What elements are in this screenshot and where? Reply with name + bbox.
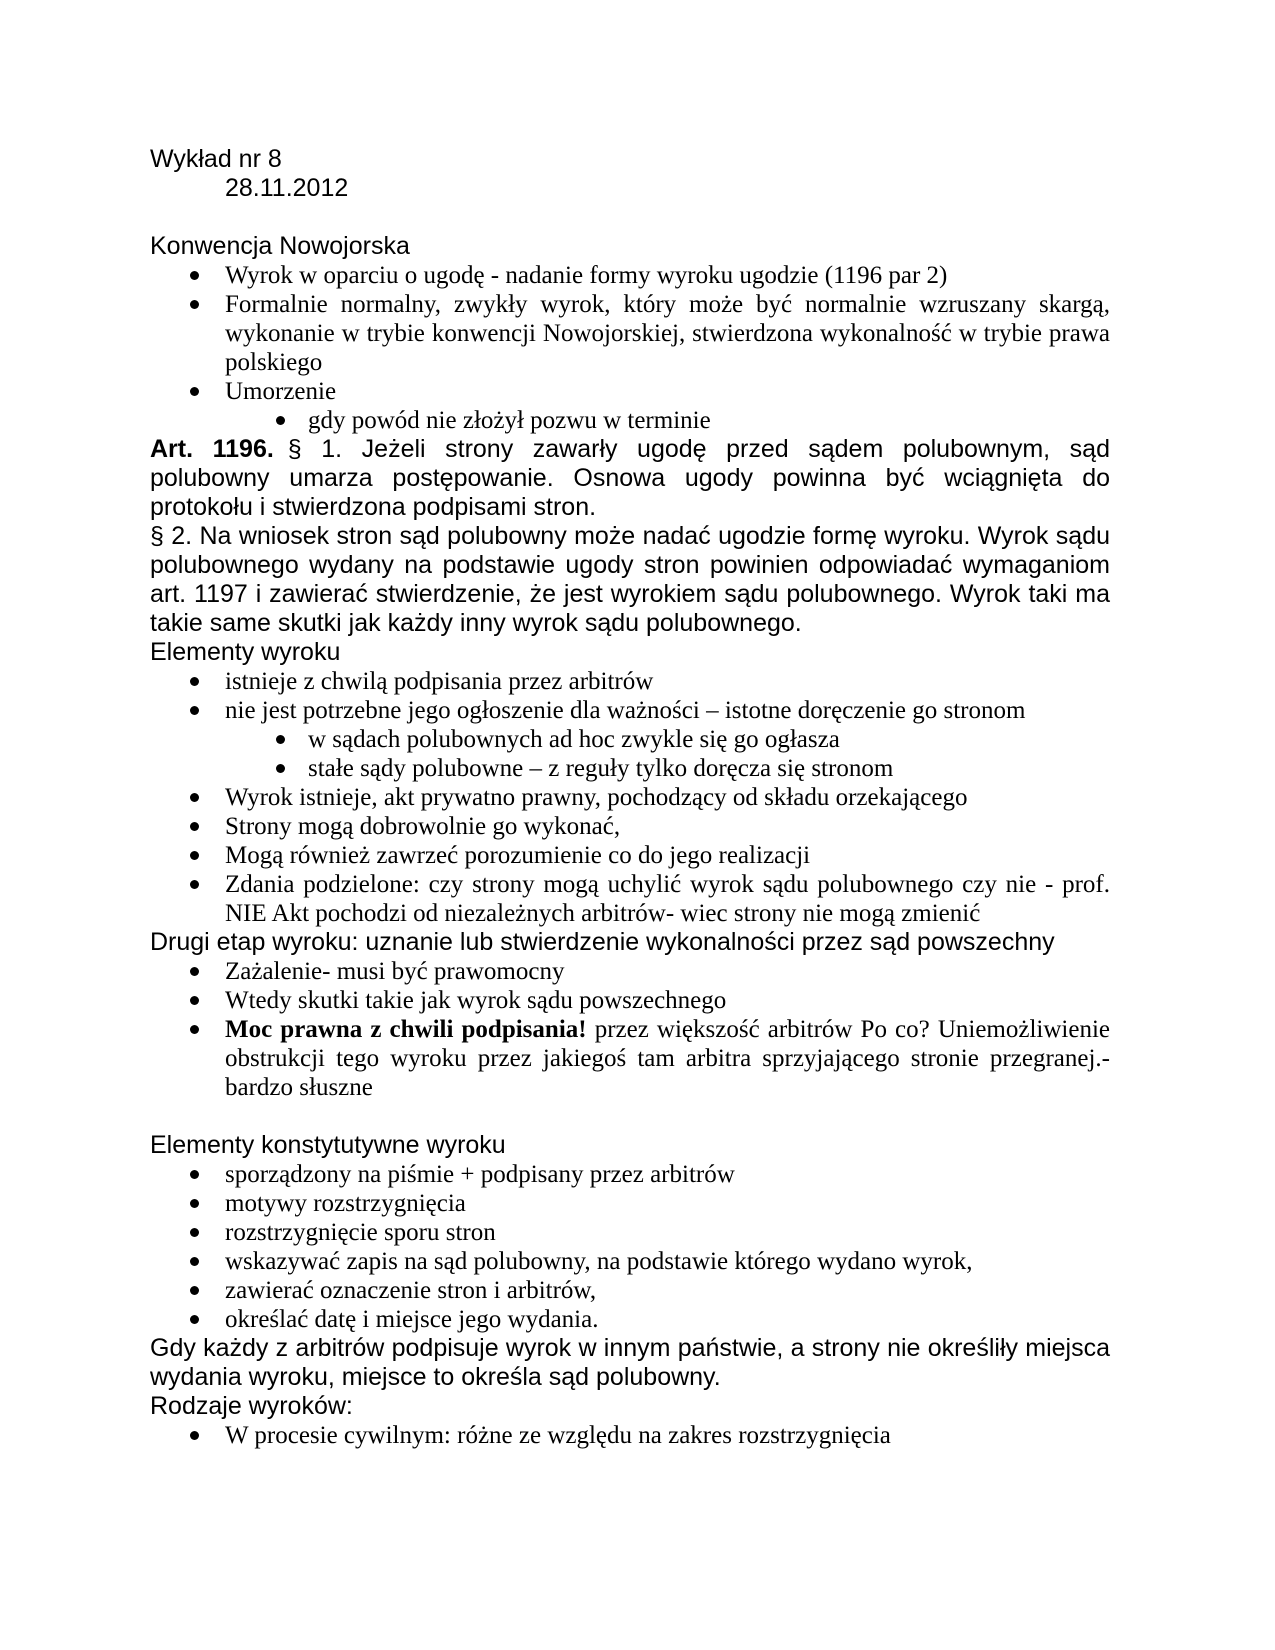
bullet-text: określać datę i miejsce jego wydania.	[225, 1306, 599, 1333]
section-heading-elementy-wyroku: Elementy wyroku	[150, 638, 341, 666]
article-par1-text: § 1. Jeżeli strony zawarły ugodę przed sądem polubownym, sąd polubowny umarza postępowanie. Osnowa ugody powinna być wciągnięta do protokołu i stwierdzona podpisami stron.	[150, 435, 1110, 521]
bullet-icon	[190, 967, 199, 976]
bullet-item	[150, 667, 1110, 696]
bullet-item	[150, 261, 1110, 290]
bullet-icon	[190, 1431, 199, 1440]
bullet-icon	[190, 880, 199, 889]
bullet-icon	[190, 793, 199, 802]
bullet-icon	[190, 387, 199, 396]
bullet-item	[150, 1305, 1110, 1334]
bullet-icon	[190, 996, 199, 1005]
bullet-text: Umorzenie	[225, 378, 337, 405]
bullet-text: Strony mogą dobrowolnie go wykonać,	[225, 813, 621, 840]
bullet-icon	[190, 1228, 199, 1237]
article-1196-par2: § 2. Na wniosek stron sąd polubowny może nadać ugodzie formę wyroku. Wyrok sądu polubownego wydany na podstawie ugody stron powinien odpowiadać wymaganiom art. 1197 i zawierać stwierdzenie, że jest wyrokiem sądu polubownego. Wyrok taki ma takie same skutki jak każdy inny wyrok sądu polubownego.	[150, 522, 1110, 637]
bullet-icon	[190, 822, 199, 831]
blank-line	[150, 203, 1110, 232]
bullet-item	[150, 1421, 1110, 1450]
bullet-text: gdy powód nie złożył pozwu w terminie	[308, 407, 711, 434]
bullet-item	[150, 1189, 1110, 1218]
sub-bullet-item	[150, 725, 1110, 754]
bullet-item	[150, 1247, 1110, 1276]
closing-paragraph: Gdy każdy z arbitrów podpisuje wyrok w innym państwie, a strony nie określiły miejsca wydania wyroku, miejsce to określa sąd polubowny.	[150, 1334, 1110, 1391]
bullet-icon	[190, 1170, 199, 1179]
bullet-text: stałe sądy polubowne – z reguły tylko doręcza się stronom	[308, 755, 894, 782]
bullet-text: wskazywać zapis na sąd polubowny, na podstawie którego wydano wyrok,	[225, 1248, 973, 1275]
section-heading-konwencja: Konwencja Nowojorska	[150, 232, 410, 260]
bullet-icon	[190, 706, 199, 715]
bullet-icon	[276, 764, 285, 773]
bullet-text: Formalnie normalny, zwykły wyrok, który może być normalnie wzruszany skargą, wykonanie w trybie konwencji Nowojorskiej, stwierdzona wykonalność w trybie prawa polskiego	[225, 291, 1110, 376]
lecture-title: Wykład nr 8	[150, 145, 282, 173]
bullet-icon	[190, 1257, 199, 1266]
bullet-icon	[276, 735, 285, 744]
bullet-icon	[190, 677, 199, 686]
bullet-text: Zdania podzielone: czy strony mogą uchylić wyrok sądu polubownego czy nie - prof. NIE Akt pochodzi od niezależnych arbitrów- wiec strony nie mogą zmienić	[225, 871, 1110, 927]
sub-bullet-item	[150, 754, 1110, 783]
bullet-icon	[190, 1315, 199, 1324]
bullet-item	[150, 957, 1110, 986]
bullet-item	[150, 696, 1110, 725]
bullet-text: Mogą również zawrzeć porozumienie co do jego realizacji	[225, 842, 811, 869]
bullet-item	[150, 783, 1110, 812]
bullet-item	[150, 841, 1110, 870]
bullet-text: W procesie cywilnym: różne ze względu na zakres rozstrzygnięcia	[225, 1422, 891, 1449]
article-1196-paragraph	[150, 435, 1110, 522]
bullet-text: Zażalenie- musi być prawomocny	[225, 958, 565, 985]
bullet-icon	[190, 1199, 199, 1208]
bullet-item	[150, 812, 1110, 841]
bullet-item	[150, 1015, 1110, 1102]
blank-line	[150, 1102, 1110, 1131]
bullet-text: istnieje z chwilą podpisania przez arbitrów	[225, 668, 654, 695]
bullet-icon	[190, 1025, 199, 1034]
bullet-text: przez większość arbitrów Po co? Uniemożliwienie obstrukcji tego wyroku przez jakiegoś tam arbitra sprzyjającego stronie przegranej.- bardzo słuszne	[225, 1016, 1111, 1101]
section-heading-drugi-etap: Drugi etap wyroku: uznanie lub stwierdzenie wykonalności przez sąd powszechny	[150, 928, 1055, 956]
bullet-text: Wyrok istnieje, akt prywatno prawny, pochodzący od składu orzekającego	[225, 784, 968, 811]
bullet-icon	[190, 851, 199, 860]
bullet-icon	[190, 1286, 199, 1295]
bullet-item	[150, 377, 1110, 406]
bullet-text: motywy rozstrzygnięcia	[225, 1190, 466, 1217]
bullet-text: Wyrok w oparciu o ugodę - nadanie formy wyroku ugodzie (1196 par 2)	[225, 262, 948, 289]
bullet-text: zawierać oznaczenie stron i arbitrów,	[225, 1277, 597, 1304]
lecture-date: 28.11.2012	[225, 174, 349, 202]
bullet-item	[150, 1218, 1110, 1247]
bullet-item	[150, 290, 1110, 377]
bullet-item	[150, 870, 1110, 928]
article-label: Art. 1196.	[150, 435, 274, 463]
bullet-item	[150, 986, 1110, 1015]
bullet-icon	[190, 300, 199, 309]
bullet-item	[150, 1276, 1110, 1305]
bullet-icon	[190, 271, 199, 280]
bullet-text: rozstrzygnięcie sporu stron	[225, 1219, 496, 1246]
section-heading-konstytutywne: Elementy konstytutywne wyroku	[150, 1131, 506, 1159]
bullet-text: Wtedy skutki takie jak wyrok sądu powszechnego	[225, 987, 727, 1014]
bullet-text: sporządzony na piśmie + podpisany przez arbitrów	[225, 1161, 735, 1188]
bullet-icon	[276, 416, 285, 425]
bullet-text: w sądach polubownych ad hoc zwykle się go ogłasza	[308, 726, 840, 753]
section-heading-rodzaje: Rodzaje wyroków:	[150, 1392, 353, 1420]
bullet-text-bold: Moc prawna z chwili podpisania!	[225, 1016, 587, 1043]
bullet-text: nie jest potrzebne jego ogłoszenie dla ważności – istotne doręczenie go stronom	[225, 697, 1026, 724]
sub-bullet-item	[150, 406, 1110, 435]
bullet-item	[150, 1160, 1110, 1189]
